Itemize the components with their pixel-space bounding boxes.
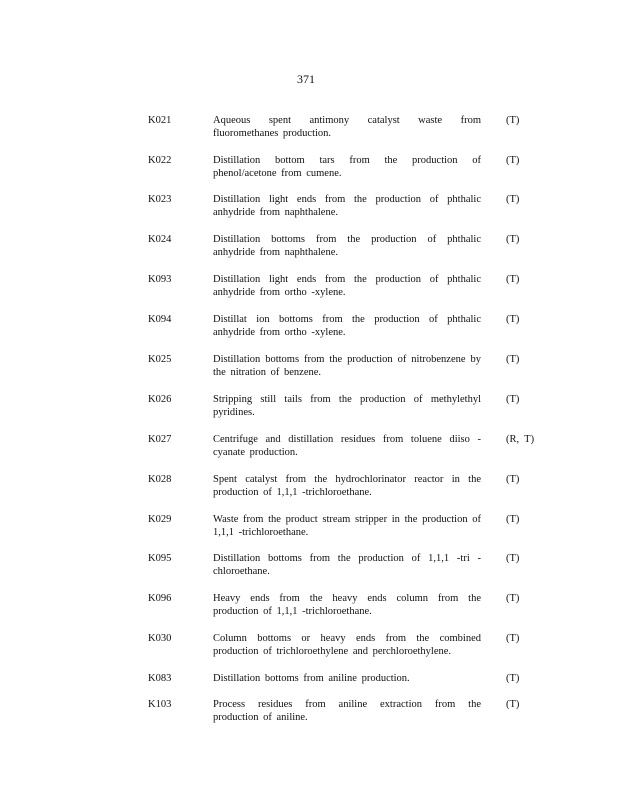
waste-description: Aqueous spent antimony catalyst waste from fluoromethanes production. — [213, 115, 481, 139]
list-item — [0, 313, 618, 353]
hazard-code: (T) — [506, 354, 520, 365]
list-item — [0, 513, 618, 552]
waste-code: K027 — [148, 434, 172, 445]
waste-description: Centrifuge and distillation residues from toluene diiso - cyanate production. — [213, 434, 481, 458]
waste-description: Distillation bottoms from the production of 1,1,1 -tri - chloroethane. — [213, 553, 481, 577]
waste-description: Distillation bottoms from aniline production. — [213, 673, 410, 684]
list-item — [0, 632, 618, 672]
hazard-code: (T) — [506, 553, 520, 564]
waste-description: Distillation light ends from the production of phthalic anhydride from naphthalene. — [213, 194, 481, 218]
list-item — [0, 552, 618, 592]
waste-code: K094 — [148, 314, 172, 325]
waste-code: K083 — [148, 673, 172, 684]
waste-code: K095 — [148, 553, 172, 564]
waste-code: K093 — [148, 274, 172, 285]
hazard-code: (T) — [506, 155, 520, 166]
list-item — [0, 592, 618, 632]
hazard-code: (T) — [506, 514, 520, 525]
waste-code: K103 — [148, 699, 172, 710]
list-item — [0, 233, 618, 273]
waste-description: Waste from the product stream stripper in the production of 1,1,1 -trichloroethane. — [213, 514, 481, 538]
waste-description: Heavy ends from the heavy ends column from the production of 1,1,1 -trichloroethane. — [213, 593, 481, 617]
waste-code: K096 — [148, 593, 172, 604]
waste-code: K025 — [148, 354, 172, 365]
hazard-code: (T) — [506, 593, 520, 604]
hazard-code: (T) — [506, 314, 520, 325]
list-item — [0, 193, 618, 233]
hazard-code: (T) — [506, 673, 520, 684]
waste-code: K023 — [148, 194, 172, 205]
hazard-code: (T) — [506, 394, 520, 405]
list-item — [0, 114, 618, 154]
list-item — [0, 672, 618, 698]
hazard-code: (T) — [506, 194, 520, 205]
hazard-code: (T) — [506, 115, 520, 126]
waste-description: Distillation bottoms from the production of nitrobenzene by the nitration of benzene. — [213, 354, 481, 378]
waste-description: Process residues from aniline extraction from the production of aniline. — [213, 699, 481, 723]
waste-code: K022 — [148, 155, 172, 166]
hazard-code: (T) — [506, 474, 520, 485]
waste-code: K028 — [148, 474, 172, 485]
waste-description: Stripping still tails from the production of methylethyl pyridines. — [213, 394, 481, 418]
hazard-code: (T) — [506, 699, 520, 710]
list-item — [0, 353, 618, 393]
hazard-code: (T) — [506, 274, 520, 285]
page-number-text: 371 — [297, 72, 315, 86]
waste-code: K024 — [148, 234, 172, 245]
list-item — [0, 393, 618, 433]
hazard-code: (T) — [506, 633, 520, 644]
list-item — [0, 698, 618, 738]
waste-code: K021 — [148, 115, 172, 126]
waste-description: Distillat ion bottoms from the production of phthalic anhydride from ortho -xylene. — [213, 314, 481, 338]
list-item — [0, 154, 618, 193]
page-number — [0, 72, 618, 87]
waste-code: K030 — [148, 633, 172, 644]
waste-code: K029 — [148, 514, 172, 525]
list-item — [0, 433, 618, 473]
list-item — [0, 273, 618, 313]
waste-description: Distillation light ends from the production of phthalic anhydride from ortho -xylene. — [213, 274, 481, 298]
list-item — [0, 473, 618, 513]
waste-code-list — [0, 114, 618, 738]
waste-description: Distillation bottom tars from the production of phenol/acetone from cumene. — [213, 155, 481, 179]
waste-code: K026 — [148, 394, 172, 405]
waste-description: Column bottoms or heavy ends from the combined production of trichloroethylene and perchloroethylene. — [213, 633, 481, 657]
waste-description: Spent catalyst from the hydrochlorinator reactor in the production of 1,1,1 -trichloroethane. — [213, 474, 481, 498]
hazard-code: (T) — [506, 234, 520, 245]
hazard-code: (R, T) — [506, 434, 535, 445]
waste-description: Distillation bottoms from the production of phthalic anhydride from naphthalene. — [213, 234, 481, 258]
